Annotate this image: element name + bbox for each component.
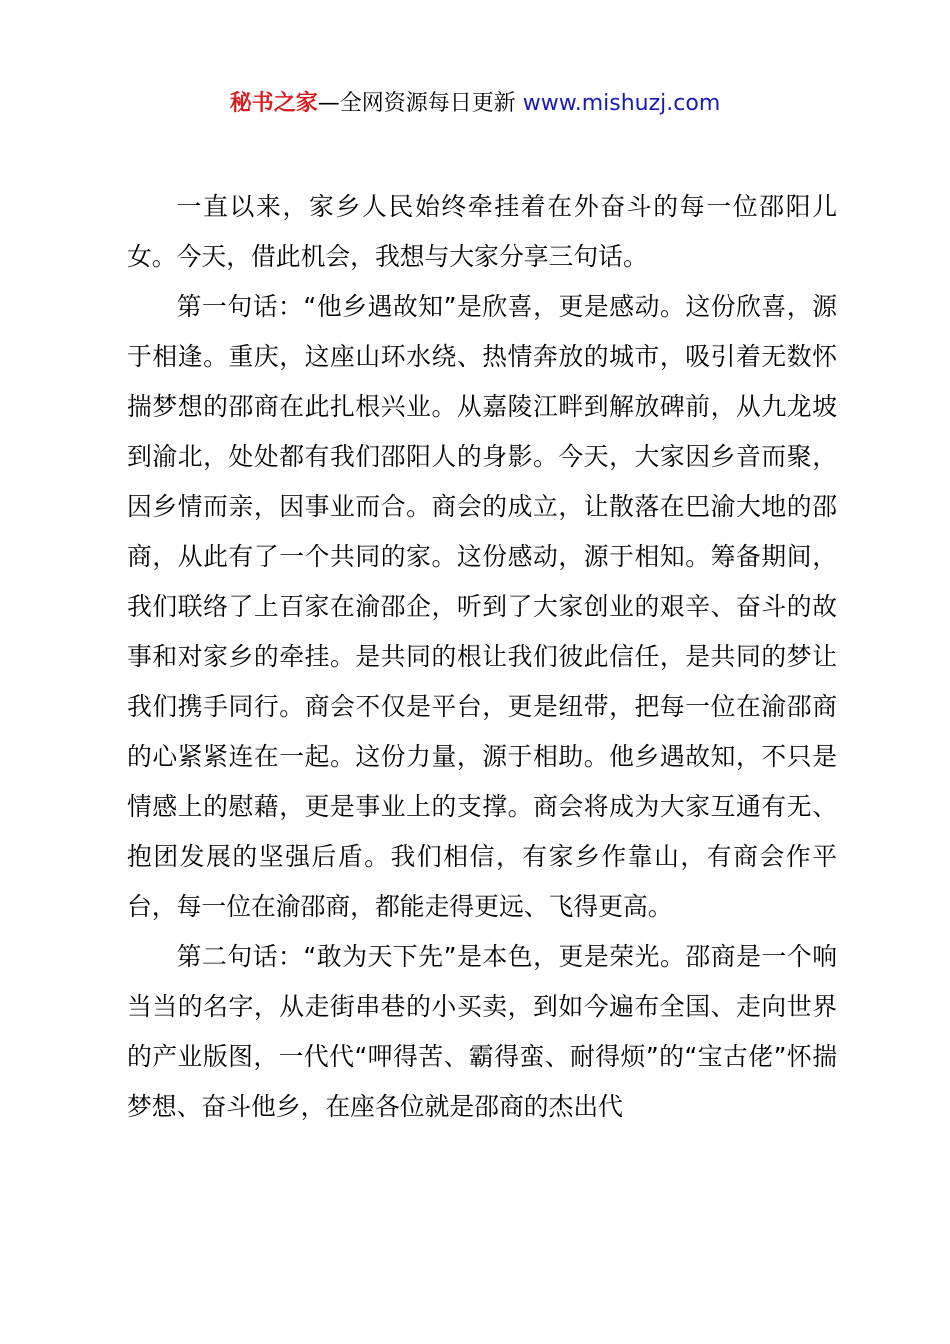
document-body xyxy=(127,182,837,1132)
brand-name: 秘书之家 xyxy=(229,91,318,116)
site-link[interactable]: www.mishuzj.com xyxy=(522,91,721,116)
paragraph-second-sentence: 第二句话：“敢为天下先”是本色，更是荣光。邵商是一个响当当的名字，从走街串巷的小买卖，到如今遍布全国、走向世界的产业版图，一代代“呷得苦、霸得蛮、耐得烦”的“宝古佬”怀揣梦想、奋斗他乡，在座各位就是邵商的杰出代 xyxy=(127,942,837,1121)
page-header xyxy=(0,88,950,120)
header-tagline: —全网资源每日更新 xyxy=(317,91,523,116)
paragraph-intro: 一直以来，家乡人民始终牵挂着在外奋斗的每一位邵阳儿女。今天，借此机会，我想与大家分享三句话。 xyxy=(127,192,837,271)
paragraph-first-sentence: 第一句话：“他乡遇故知”是欣喜，更是感动。这份欣喜，源于相逢。重庆，这座山环水绕、热情奔放的城市，吸引着无数怀揣梦想的邵商在此扎根兴业。从嘉陵江畔到解放碑前，从九龙坡到渝北，处处都有我们邵阳人的身影。今天，大家因乡音而聚，因乡情而亲，因事业而合。商会的成立，让散落在巴渝大地的邵商，从此有了一个共同的家。这份感动，源于相知。筹备期间，我们联络了上百家在渝邵企，听到了大家创业的艰辛、奋斗的故事和对家乡的牵挂。是共同的根让我们彼此信任，是共同的梦让我们携手同行。商会不仅是平台，更是纽带，把每一位在渝邵商的心紧紧连在一起。这份力量，源于相助。他乡遇故知，不只是情感上的慰藉，更是事业上的支撑。商会将成为大家互通有无、抱团发展的坚强后盾。我们相信，有家乡作靠山，有商会作平台，每一位在渝邵商，都能走得更远、飞得更高。 xyxy=(127,292,837,921)
